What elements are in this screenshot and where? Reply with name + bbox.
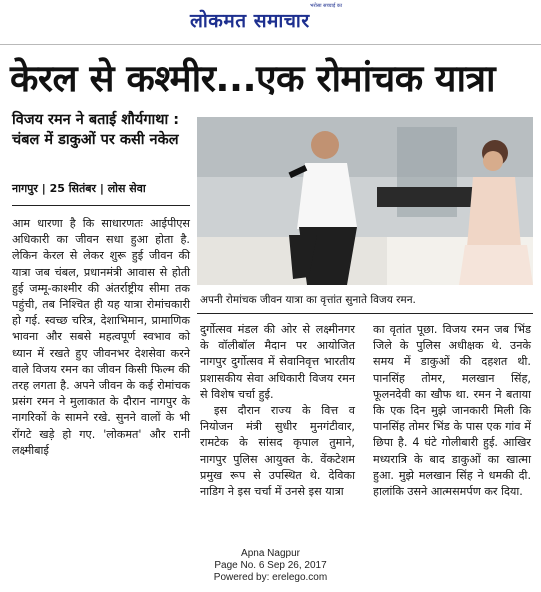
masthead-divider — [0, 44, 541, 45]
headline: केरल से कश्मीर...एक रोमांचक यात्रा — [10, 57, 496, 100]
masthead — [0, 0, 541, 46]
article-photo — [197, 117, 533, 285]
column-2-text-cont: इस दौरान राज्य के वित्त व नियोजन मंत्री सुधीर मुनगंटीवार, रामटेक के सांसद कृपाल तुमाने, नागपुर पुलिस आयुक्त के. वेंकटेशम प्रमुख रूप से उपस्थित थे. देविका नाडिग ने इस चर्चा में उनसे इस यात्रा — [200, 404, 355, 499]
caption-divider — [197, 313, 533, 314]
brand-tagline: भरोसा सच्चाई का — [310, 3, 343, 9]
brand-logo: लोकमत समाचार — [190, 10, 310, 32]
deck-divider — [12, 205, 190, 206]
speaker-photo-illustration — [197, 117, 533, 285]
page-footer — [0, 548, 541, 584]
column-3-text: का वृतांत पूछा. विजय रमन जब भिंड जिले के पुलिस अधीक्षक थे. उनके समय में डाकुओं की दहशत थी. पानसिंह तोमर, मलखान सिंह, फूलनदेवी का खौफ था. रमन ने बताया कि एक दिन मुझे जानकारी मिली कि पानसिंह तोमर भिंड के पास एक गांव में छिपा है. 4 घंटे गोलीबारी हुई. आखिर मध्यरात्रि के बाद डाकुओं का खात्मा हुआ. मुझे मलखान सिंह ने धमकी दी. हालांकि उसने आत्मसमर्पण कर दिया. — [373, 323, 531, 499]
article-column-1 — [12, 216, 190, 459]
sub-headline: विजय रमन ने बताई शौर्यगाथा : चंबल में डाकुओं पर कसी नकेल — [12, 112, 180, 148]
article-column-3 — [373, 322, 531, 500]
article-column-2 — [200, 322, 355, 500]
footer-powered-by: Powered by: erelego.com — [213, 572, 328, 583]
footer-page-info: Page No. 6 Sep 26, 2017 — [214, 560, 327, 571]
column-1-text: आम धारणा है कि साधारणतः आईपीएस अधिकारी का जीवन सधा हुआ होता है. लेकिन केरल से लेकर शुरू हुई जीवन की यात्रा जब चंबल, प्रधानमंत्री आवास से होती हुई जम्मू-काश्मीर की अंतर्राष्ट्रीय सीमा तक पहुंची, तब निश्चित ही यह यात्रा रोमांचकारी हो गई. स्वच्छ चरित्र, देशाभिमान, प्रामाणिक भावना और सबसे महत्वपूर्ण स्वभाव को ध्यान में रखते हुए जीवनभर देशसेवा करने वाले विजय रमन का जीवन किसी फिल्म की तरह लगता है. अपने जीवन के कई रोमांचक प्रसंग रमन ने मुलाकात के दौरान नागपुर के नागरिकों के सामने रखे. सुनने वालों के भी रोंगटे खड़े हो गए. 'लोकमत' और रानी लक्ष्मीबाई — [12, 217, 190, 457]
dateline: नागपुर | 25 सितंबर | लोस सेवा — [12, 182, 146, 195]
column-2-text: दुर्गोत्सव मंडल की ओर से लक्ष्मीनगर के वॉलीबॉल मैदान पर आयोजित नागपुर दुर्गोत्सव में सेवानिवृत्त भारतीय प्रशासकीय सेवा अधिकारी विजय रमन से विशेष चर्चा हुई. — [200, 323, 355, 401]
footer-edition: Apna Nagpur — [241, 548, 300, 559]
photo-caption: अपनी रोमांचक जीवन यात्रा का वृत्तांत सुनाते विजय रमन. — [200, 294, 416, 306]
